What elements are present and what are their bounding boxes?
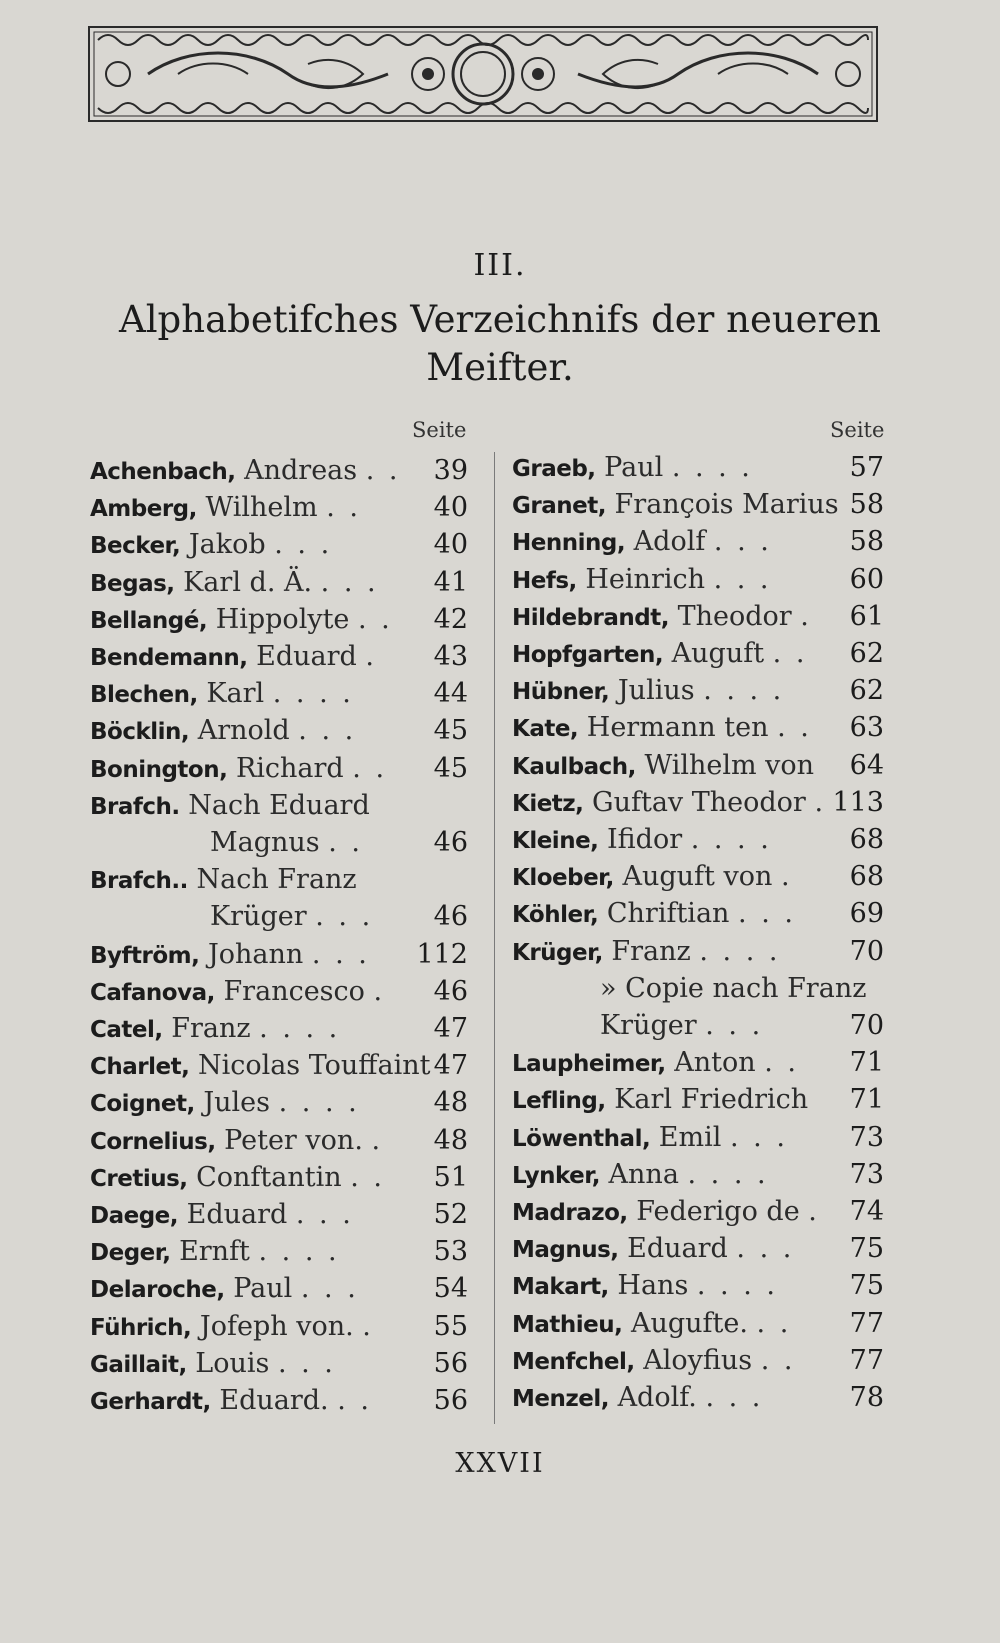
page-number: 112 xyxy=(416,938,468,970)
index-entry xyxy=(512,599,812,635)
index-entry xyxy=(90,490,361,526)
right-column-page-label: Seite xyxy=(830,418,885,442)
index-entry xyxy=(512,1380,763,1416)
index-entry xyxy=(512,934,780,970)
artist-surname: Magnus, xyxy=(512,1237,619,1264)
leader-dots: . . xyxy=(772,638,808,669)
leader-dots: . . . xyxy=(738,898,796,930)
artist-given-name: Johann xyxy=(207,938,304,970)
page-number: 58 xyxy=(849,489,884,521)
leader-dots: . . . xyxy=(729,1121,788,1153)
artist-surname: Becker, xyxy=(90,533,181,560)
index-entry xyxy=(512,748,814,784)
artist-surname: Deger, xyxy=(90,1240,171,1267)
artist-surname: Bendemann, xyxy=(90,645,248,671)
artist-given-name: Eduard xyxy=(186,1199,288,1230)
page-number: 48 xyxy=(433,1124,468,1156)
page-number: 71 xyxy=(849,1084,884,1116)
leader-dots: . . . xyxy=(713,526,772,558)
section-number: III. xyxy=(473,248,527,283)
page-number: 46 xyxy=(433,827,468,858)
page-number: 56 xyxy=(433,1347,468,1379)
leader-dots: . . . xyxy=(274,529,333,561)
page-number: 45 xyxy=(433,752,468,784)
artist-given-name: Arnold xyxy=(197,715,290,747)
index-entry xyxy=(600,1008,763,1044)
artist-surname: Granet, xyxy=(512,493,606,520)
artist-given-name: Guftav Theodor xyxy=(592,786,806,818)
artist-given-name: » Copie nach Franz xyxy=(600,972,867,1004)
leader-dots: . . . . xyxy=(259,1013,341,1044)
column-divider xyxy=(494,452,495,1424)
index-entry xyxy=(512,673,784,709)
artist-surname: Lefling, xyxy=(512,1088,606,1115)
artist-given-name: Eduard xyxy=(627,1233,728,1265)
page-number-footer: XXVII xyxy=(455,1448,545,1479)
artist-given-name: Hippolyte xyxy=(215,603,350,635)
artist-given-name: Francesco xyxy=(223,975,365,1007)
page-number: 46 xyxy=(433,975,468,1007)
artist-surname: Blechen, xyxy=(90,682,198,709)
artist-surname: Kaulbach, xyxy=(512,753,636,780)
index-entry xyxy=(90,862,357,898)
artist-surname: Kloeber, xyxy=(512,865,614,892)
page-number: 57 xyxy=(849,452,884,483)
artist-given-name: Conftantin xyxy=(196,1161,342,1193)
index-entry xyxy=(90,1011,340,1047)
index-entry xyxy=(512,636,807,672)
page-number: 52 xyxy=(433,1199,468,1230)
index-entry xyxy=(210,899,373,935)
artist-surname: Henning, xyxy=(512,530,626,557)
index-entry xyxy=(512,1157,769,1193)
artist-surname: Hefs, xyxy=(512,567,577,594)
leader-dots: . . xyxy=(777,712,812,744)
artist-given-name: Louis xyxy=(195,1347,270,1379)
leader-dots: . . . . xyxy=(687,1158,769,1190)
page-number: 48 xyxy=(433,1087,468,1119)
artist-surname: Makart, xyxy=(512,1274,609,1301)
leader-dots: . . xyxy=(760,1344,796,1376)
artist-surname: Hübner, xyxy=(512,679,610,706)
artist-given-name: Krüger xyxy=(600,1010,697,1041)
artist-given-name: Jakob xyxy=(188,529,266,561)
page-number: 56 xyxy=(433,1385,468,1416)
index-entry xyxy=(512,896,796,932)
page-number: 69 xyxy=(849,898,884,930)
page-number: 41 xyxy=(433,566,468,598)
artist-surname: Köhler, xyxy=(512,902,599,929)
page-number: 74 xyxy=(849,1196,884,1227)
index-entry xyxy=(90,1085,360,1121)
page-number: 77 xyxy=(849,1344,884,1376)
leader-dots: . . . xyxy=(713,563,772,595)
artist-given-name: Nach Franz xyxy=(196,864,357,896)
leader-dots: . . . xyxy=(277,1347,336,1379)
index-entry xyxy=(512,1120,788,1156)
artist-surname: Coignet, xyxy=(90,1091,195,1118)
artist-given-name: Anna xyxy=(608,1158,679,1190)
page-number: 64 xyxy=(849,749,884,781)
leader-dots: . xyxy=(371,1124,384,1156)
page-number: 62 xyxy=(849,638,884,669)
index-entry xyxy=(512,1045,799,1081)
artist-surname: Kate, xyxy=(512,716,579,743)
artist-given-name: Karl Friedrich xyxy=(614,1084,809,1116)
index-entry xyxy=(512,1343,795,1379)
artist-surname: Krüger, xyxy=(512,939,603,966)
artist-given-name: Ernft xyxy=(179,1236,250,1268)
leader-dots: . . . xyxy=(705,1010,764,1041)
artist-given-name: Augufte. xyxy=(630,1307,748,1339)
title-line-2: Meifter. xyxy=(426,346,574,389)
artist-surname: Amberg, xyxy=(90,496,197,523)
leader-dots: . xyxy=(365,641,377,672)
index-entry xyxy=(512,487,839,523)
leader-dots: . . . . xyxy=(690,824,772,855)
index-entry xyxy=(90,1048,430,1084)
page-number: 63 xyxy=(849,712,884,744)
artist-given-name: Aloyfius xyxy=(643,1344,753,1376)
artist-surname: Cornelius, xyxy=(90,1128,216,1155)
leader-dots: . . . . xyxy=(703,675,785,707)
artist-surname: Führich, xyxy=(90,1314,192,1341)
artist-given-name: Franz xyxy=(171,1013,251,1044)
page-title xyxy=(70,296,930,392)
artist-surname: Delaroche, xyxy=(90,1277,225,1304)
index-entry xyxy=(90,676,354,712)
leader-dots: . . . xyxy=(311,938,370,970)
index-entry xyxy=(512,1306,791,1342)
leader-dots: . . xyxy=(358,603,393,635)
artist-surname: Byftröm, xyxy=(90,942,200,969)
leader-dots: . xyxy=(780,861,793,893)
artist-surname: Charlet, xyxy=(90,1054,190,1081)
artist-surname: Cretius, xyxy=(90,1165,188,1192)
index-entry xyxy=(90,713,356,749)
artist-given-name: Emil xyxy=(658,1121,722,1153)
page-number: 71 xyxy=(849,1047,884,1079)
ornamental-header-band xyxy=(88,26,878,122)
leader-dots: . . xyxy=(337,1385,372,1416)
artist-surname: Catel, xyxy=(90,1017,163,1043)
page-number: 61 xyxy=(849,600,884,632)
index-entry xyxy=(512,562,772,598)
leader-dots: . . . . xyxy=(696,1270,778,1302)
page-number: 73 xyxy=(849,1121,884,1153)
artist-surname: Brafch. xyxy=(90,793,180,820)
artist-surname: Gerhardt, xyxy=(90,1389,211,1415)
leader-dots: . . . xyxy=(295,1199,354,1230)
artist-given-name: Nach Eduard xyxy=(188,789,370,821)
index-entry xyxy=(512,859,793,895)
artist-given-name: Hermann ten xyxy=(586,712,769,744)
index-entry xyxy=(210,825,363,861)
leader-dots: . . . xyxy=(315,901,374,933)
leader-dots: . . xyxy=(328,827,364,858)
leader-dots: . xyxy=(814,786,827,818)
index-entry xyxy=(90,565,379,601)
leader-dots: . xyxy=(373,975,386,1007)
leader-dots: . . xyxy=(756,1307,792,1339)
artist-given-name: Adolf. xyxy=(617,1382,697,1413)
leader-dots: . . . xyxy=(320,566,379,598)
artist-surname: Achenbach, xyxy=(90,459,236,485)
artist-surname: Lynker, xyxy=(512,1162,600,1189)
artist-given-name: Federigo de xyxy=(636,1196,800,1227)
page-number: 43 xyxy=(433,641,468,672)
artist-given-name: Chriftian xyxy=(606,898,730,930)
artist-given-name: François Marius xyxy=(614,489,839,521)
leader-dots: . . xyxy=(365,455,401,486)
index-entry xyxy=(512,524,772,560)
artist-given-name: Eduard. xyxy=(219,1385,329,1416)
artist-surname: Menzel, xyxy=(512,1386,609,1412)
page-number: 70 xyxy=(849,1010,884,1041)
index-entry xyxy=(90,974,385,1010)
artist-given-name: Richard xyxy=(235,752,344,784)
artist-surname: Löwenthal, xyxy=(512,1125,651,1152)
artist-given-name: Karl xyxy=(206,678,265,710)
index-entry xyxy=(90,1309,374,1345)
index-entry xyxy=(512,785,826,821)
index-entry xyxy=(90,1123,383,1159)
page-number: 68 xyxy=(849,824,884,855)
index-entry xyxy=(90,453,400,489)
leader-dots: . . . xyxy=(705,1382,764,1413)
index-entry xyxy=(90,1271,359,1307)
index-entry xyxy=(90,527,332,563)
artist-given-name: Karl d. Ä. xyxy=(183,566,313,598)
page-number: 47 xyxy=(433,1050,468,1082)
artist-surname: Böcklin, xyxy=(90,719,190,746)
page-number: 45 xyxy=(433,715,468,747)
artist-surname: Bonington, xyxy=(90,756,228,783)
artist-surname: Gaillait, xyxy=(90,1351,187,1378)
page-number: 42 xyxy=(433,603,468,635)
leader-dots: . . xyxy=(764,1047,799,1079)
index-entry xyxy=(90,788,370,824)
leader-dots: . . . . xyxy=(278,1087,360,1119)
artist-given-name: Franz xyxy=(611,935,691,967)
leader-dots: . . xyxy=(350,1161,385,1193)
artist-surname: Bellangé, xyxy=(90,607,208,634)
artist-surname: Hildebrandt, xyxy=(512,604,669,631)
artist-surname: Menfchel, xyxy=(512,1348,635,1375)
artist-given-name: Auguft von xyxy=(622,861,773,893)
artist-given-name: Adolf xyxy=(633,526,706,558)
page-number: 75 xyxy=(849,1233,884,1265)
leader-dots: . xyxy=(362,1310,374,1342)
page-number: 46 xyxy=(433,901,468,933)
leader-dots: . . . xyxy=(300,1273,359,1305)
page-number: 47 xyxy=(433,1013,468,1044)
index-entry xyxy=(512,710,812,746)
index-entry xyxy=(90,751,387,787)
left-column-page-label: Seite xyxy=(412,418,467,442)
page-number: 51 xyxy=(433,1161,468,1193)
artist-surname: Daege, xyxy=(90,1203,179,1229)
artist-surname: Brafch.. xyxy=(90,868,188,895)
page-number: 40 xyxy=(433,492,468,524)
artist-given-name: Paul xyxy=(604,452,664,483)
leader-dots: . . xyxy=(326,492,361,524)
page-number: 54 xyxy=(433,1273,468,1305)
index-entry xyxy=(512,1082,808,1118)
page-number: 62 xyxy=(849,675,884,707)
index-entry xyxy=(600,971,866,1007)
artist-surname: Madrazo, xyxy=(512,1200,628,1226)
artist-surname: Cafanova, xyxy=(90,979,215,1006)
index-entry xyxy=(90,937,370,973)
page-number: 53 xyxy=(433,1236,468,1268)
page-number: 40 xyxy=(433,529,468,561)
artist-given-name: Peter von. xyxy=(224,1124,363,1156)
artist-given-name: Auguft xyxy=(671,638,765,669)
artist-surname: Laupheimer, xyxy=(512,1051,666,1078)
leader-dots: . . . xyxy=(298,715,357,747)
index-entry xyxy=(512,822,772,858)
artist-given-name: Anton xyxy=(674,1047,756,1079)
page-number: 73 xyxy=(849,1158,884,1190)
page-number: 113 xyxy=(832,786,884,818)
artist-surname: Hopfgarten, xyxy=(512,642,664,668)
index-entry xyxy=(90,639,377,675)
artist-surname: Mathieu, xyxy=(512,1311,623,1338)
index-entry xyxy=(512,1268,778,1304)
artist-given-name: Andreas xyxy=(244,455,358,486)
index-entry xyxy=(90,1160,385,1196)
index-entry xyxy=(90,602,393,638)
artist-given-name: Magnus xyxy=(210,827,320,858)
artist-surname: Kietz, xyxy=(512,790,584,817)
index-entry xyxy=(90,1197,354,1233)
index-entry xyxy=(512,450,753,486)
leader-dots: . xyxy=(808,1196,820,1227)
artist-surname: Graeb, xyxy=(512,456,596,482)
leader-dots: . . . xyxy=(736,1233,795,1265)
page-number: 68 xyxy=(849,861,884,893)
index-entry xyxy=(512,1194,820,1230)
leader-dots: . xyxy=(800,600,812,632)
artist-given-name: Krüger xyxy=(210,901,307,933)
artist-given-name: Eduard xyxy=(256,641,357,672)
leader-dots: . . xyxy=(352,752,388,784)
page-number: 75 xyxy=(849,1270,884,1302)
leader-dots: . . . . xyxy=(671,452,753,483)
page-number: 58 xyxy=(849,526,884,558)
page-number: 70 xyxy=(849,935,884,967)
leader-dots: . . . . xyxy=(699,935,781,967)
leader-dots: . . . . xyxy=(258,1236,340,1268)
page-number: 78 xyxy=(849,1382,884,1413)
artist-given-name: Hans xyxy=(617,1270,689,1302)
leader-dots: . . . . xyxy=(272,678,354,710)
page-number: 39 xyxy=(433,455,468,486)
artist-given-name: Heinrich xyxy=(585,563,705,595)
page-number: 44 xyxy=(433,678,468,710)
artist-given-name: Nicolas Touffaint xyxy=(197,1050,431,1082)
page-number: 55 xyxy=(433,1310,468,1342)
artist-given-name: Paul xyxy=(233,1273,293,1305)
title-line-1: Alphabetifches Verzeichnifs der neueren xyxy=(119,298,881,341)
artist-given-name: Theodor xyxy=(677,600,792,632)
artist-surname: Begas, xyxy=(90,570,175,597)
artist-given-name: Jofeph von. xyxy=(199,1310,354,1342)
artist-given-name: Wilhelm xyxy=(205,492,318,524)
index-entry xyxy=(512,1231,794,1267)
index-entry xyxy=(90,1234,340,1270)
index-entry xyxy=(90,1346,336,1382)
artist-given-name: Wilhelm von xyxy=(644,749,815,781)
page-number: 60 xyxy=(849,563,884,595)
page-number: 77 xyxy=(849,1307,884,1339)
artist-given-name: Julius xyxy=(617,675,695,707)
artist-surname: Kleine, xyxy=(512,828,599,854)
artist-given-name: Jules xyxy=(203,1087,271,1119)
artist-given-name: Ifidor xyxy=(607,824,683,855)
index-entry xyxy=(90,1383,372,1419)
